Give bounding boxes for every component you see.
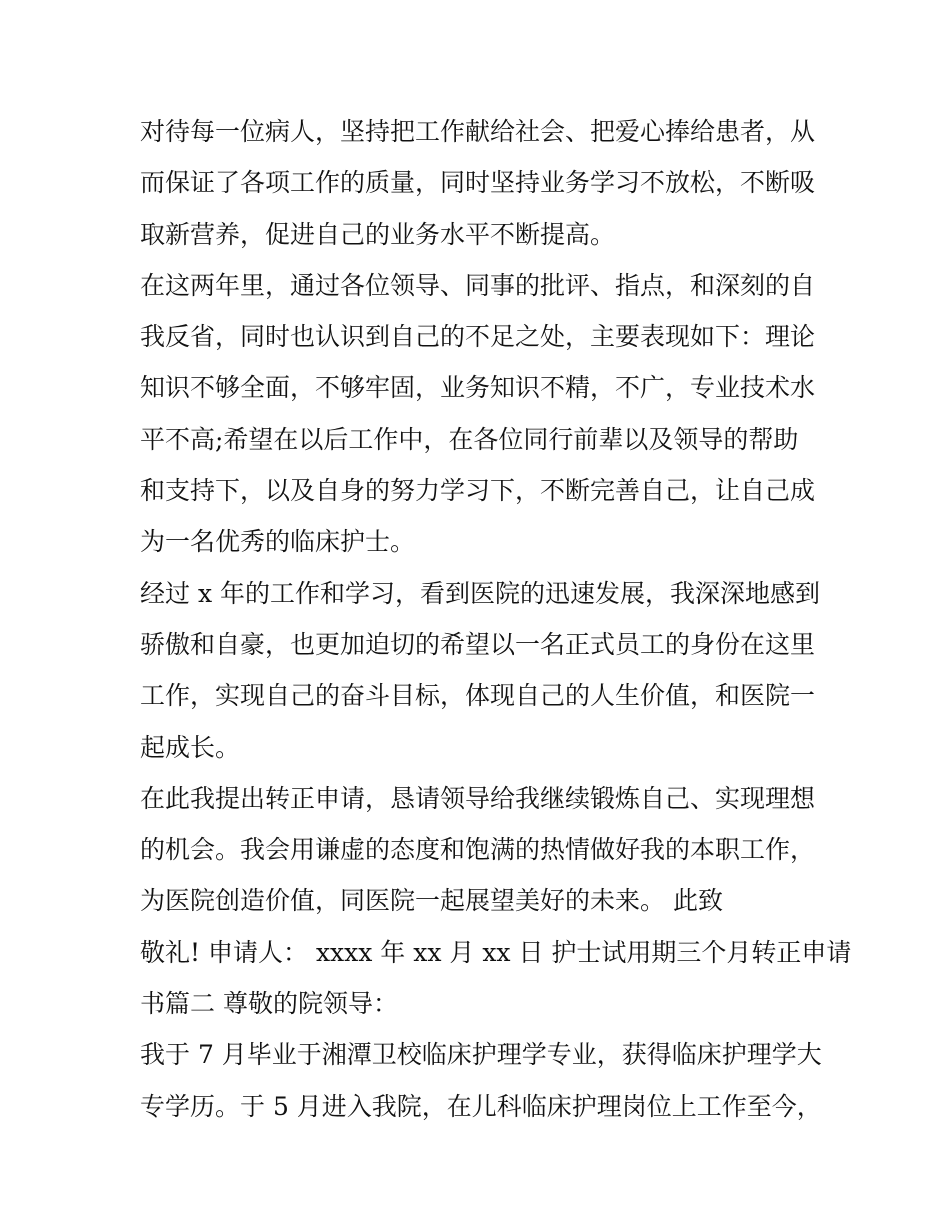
text-line: 我反省，同时也认识到自己的不足之处，主要表现如下：理论	[140, 322, 816, 352]
text-line: 在此我提出转正申请，恳请领导给我继续锻炼自己、实现理想	[140, 783, 816, 813]
text-line: 我于 7 月毕业于湘潭卫校临床护理学专业，获得临床护理学大	[140, 1040, 822, 1070]
text-line: 对待每一位病人，坚持把工作献给社会、把爱心捧给患者，从	[140, 117, 816, 146]
text-line: 骄傲和自豪，也更加迫切的希望以一名正式员工的身份在这里	[140, 629, 816, 659]
document-body	[140, 106, 852, 1132]
text-line: 知识不够全面，不够牢固，业务知识不精，不广，专业技术水	[140, 373, 816, 403]
text-line: 经过 x 年的工作和学习，看到医院的迅速发展，我深深地感到	[140, 578, 820, 608]
text-line: 起成长。	[140, 732, 241, 762]
text-line: 专学历。于 5 月进入我院，在儿科临床护理岗位上工作至今，	[140, 1091, 822, 1121]
text-line: 平不高;希望在以后工作中，在各位同行前辈以及领导的帮助	[140, 424, 799, 454]
text-line: 和支持下，以及自身的努力学习下，不断完善自己，让自己成	[140, 476, 816, 506]
text-line: 为医院创造价值，同医院一起展望美好的未来。 此致	[140, 886, 723, 916]
text-line: 在这两年里，通过各位领导、同事的批评、指点，和深刻的自	[140, 270, 816, 300]
text-line: 的机会。我会用谦虚的态度和饱满的热情做好我的本职工作，	[140, 835, 816, 865]
text-line: 敬礼! 申请人： xxxx 年 xx 月 xx 日 护士试用期三个月转正申请	[140, 937, 852, 967]
text-line: 书篇二 尊敬的院领导：	[140, 989, 398, 1019]
text-line: 为一名优秀的临床护士。	[140, 527, 416, 557]
text-line: 而保证了各项工作的质量，同时坚持业务学习不放松，不断吸	[140, 168, 816, 198]
text-line: 取新营养，促进自己的业务水平不断提高。	[140, 219, 616, 249]
text-line: 工作，实现自己的奋斗目标，体现自己的人生价值，和医院一	[140, 681, 816, 711]
